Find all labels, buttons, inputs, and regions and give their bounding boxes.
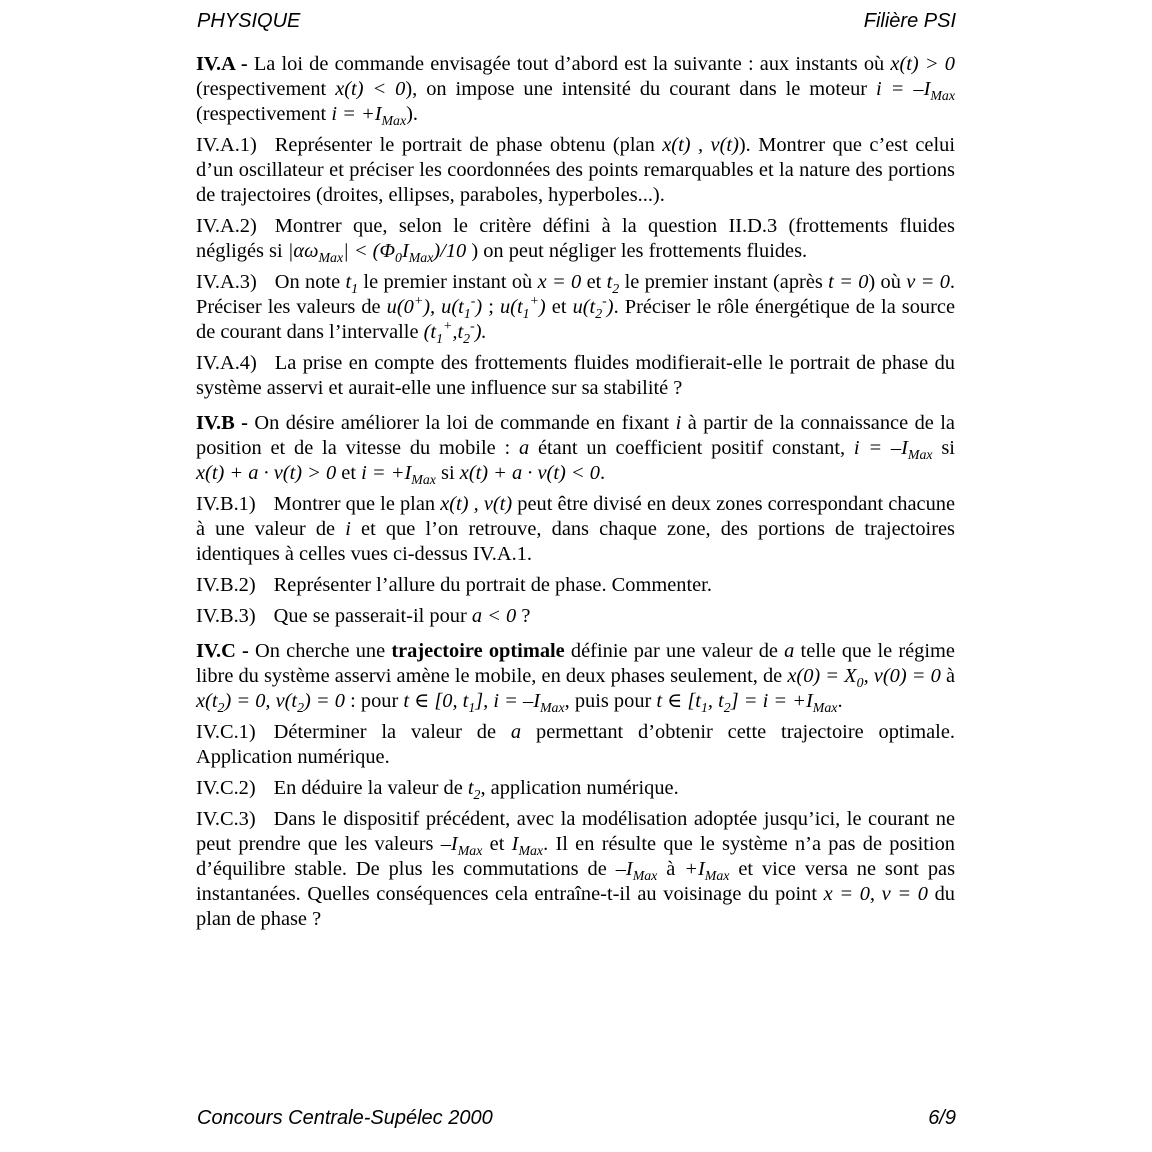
section-IVB: IV.B - On désire améliorer la loi de commande en fixant i à partir de la connaissance de la position et de la vitesse du mobile : a étant un coefficient positif constant, $i = -I_{Max}$ si x(t) + a · v(t) > 0 et $i = +I_{Max}$ si x(t) + a · v(t) < 0. <box>196 412 955 489</box>
question-IVA3: IV.A.3) On note $t_1$ le premier instant où x = 0 et $t_2$ le premier instant (après t = 0) où v = 0. Préciser les valeurs de u(0+), $u(t_1^-)$ ; $u(t_1^+)$ et $u(t_2^-)$. Préciser le rôle énergétique de la source de courant dans l’intervalle $(t_1^+,t_2^-)$. <box>196 271 956 348</box>
equation: $i = -I_{Max}$ <box>853 437 933 464</box>
equation: $x(t_2) = 0$, $v(t_2) = 0$ <box>196 690 345 717</box>
question-IVA1: IV.A.1) Représenter le portrait de phase obtenu (plan x(t) , v(t)). Montrer que c’est celui d’un oscillateur et préciser les coordonnées des points remarquables et la nature des portions de trajectoires (droites, ellipses, paraboles, hyperboles...). <box>196 134 955 206</box>
section-IVB-label: IV.B - <box>196 412 248 434</box>
equation: $-I_{Max}$ <box>440 833 483 860</box>
equation: a < 0 <box>471 605 517 627</box>
equation: x = 0, v = 0 <box>823 883 928 905</box>
equation: x = 0 <box>537 271 582 293</box>
equation: x(t) , v(t) <box>662 134 739 156</box>
question-IVB1: IV.B.1) Montrer que le plan x(t) , v(t) peut être divisé en deux zones correspondant chacune à une valeur de i et que l’on retrouve, dans chaque zone, des portions de trajectoires identiques à celles vues ci-dessus IV.A.1. <box>196 493 956 565</box>
equation: $t_1$ <box>345 271 359 298</box>
question-IVA2: IV.A.2) Montrer que, selon le critère défini à la question II.D.3 (frottements fluides négligés si $|\alpha\omega_{Max}| < (\Phi_0I_{Max})/10$ ) on peut négliger les frottements fluides. <box>196 215 955 267</box>
equation: x(t) + a · v(t) < 0 <box>459 462 600 484</box>
question-IVC1: IV.C.1) Déterminer la valeur de a permettant d’obtenir cette trajectoire optimale. Application numérique. <box>196 721 955 768</box>
equation: $(t_1^+,t_2^-)$. <box>423 319 487 348</box>
section-IVA: IV.A - La loi de commande envisagée tout d’abord est la suivante : aux instants où x(t) > 0 (respectivement x(t) < 0), on impose une intensité du courant dans le moteur $i = -I_{Max}$ (respectivement $i = +I_{Max}$). <box>196 53 955 130</box>
equation: t ∈ [0, $t_1$], $i = -I_{Max}$ <box>403 690 565 717</box>
header-track: Filière PSI <box>863 10 956 32</box>
question-IVA4: IV.A.4) La prise en compte des frottements fluides modifierait-elle le portrait de phase du système asservi et aurait-elle une influence sur sa stabilité ? <box>196 352 955 399</box>
equation: v = 0 <box>906 271 950 293</box>
footer-page-number: 6/9 <box>928 1107 956 1129</box>
document-body <box>196 52 955 938</box>
equation: $u(t_2^-)$ <box>572 294 614 323</box>
equation: $t_2$ <box>467 777 481 804</box>
equation: u(0+), $u(t_1^-)$ <box>386 294 483 323</box>
equation: $i = +I_{Max}$ <box>361 462 436 489</box>
section-IVC-label: IV.C - <box>196 640 249 662</box>
equation: t ∈ [$t_1$, $t_2] = i = +I_{Max}$ <box>656 690 838 717</box>
section-IVC: IV.C - On cherche une trajectoire optimale définie par une valeur de a telle que le régime libre du système asservi amène le mobile, en deux phases seulement, de $x(0) = X_0$, v(0) = 0 à $x(t_2) = 0$, $v(t_2) = 0$ : pour t ∈ [0, $t_1$], $i = -I_{Max}$, puis pour t ∈ [$t_1$, $t_2] = i = +I_{Max}$. <box>196 640 955 717</box>
key-term: trajectoire optimale <box>391 640 565 662</box>
equation: $-I_{Max}$ <box>615 858 658 885</box>
question-IVC2: IV.C.2) En déduire la valeur de $t_2$, application numérique. <box>196 777 679 804</box>
equation: $t_2$ <box>606 271 620 298</box>
equation: x(t) , v(t) <box>440 493 513 515</box>
equation: x(t) + a · v(t) > 0 <box>196 462 337 484</box>
equation: $I_{Max}$ <box>511 833 544 860</box>
equation: $i = +I_{Max}$ <box>331 103 407 130</box>
equation: t = 0 <box>828 271 869 293</box>
equation: $+I_{Max}$ <box>684 858 730 885</box>
question-IVC3: IV.C.3) Dans le dispositif précédent, avec la modélisation adoptée jusqu’ici, le courant ne peut prendre que les valeurs $-I_{Max}$ et $I_{Max}$. Il en résulte que le système n’a pas de position d’équilibre stable. De plus les commutations de $-I_{Max}$ à $+I_{Max}$ et vice versa ne sont pas instantanées. Quelles conséquences cela entraîne-t-il au voisinage du point x = 0, v = 0 du plan de phase ? <box>196 808 956 930</box>
section-IVA-label: IV.A - <box>196 53 248 75</box>
header-subject: PHYSIQUE <box>197 10 301 32</box>
footer-contest: Concours Centrale-Supélec 2000 <box>197 1107 493 1129</box>
question-IVB3: IV.B.3) Que se passerait-il pour a < 0 ? <box>196 605 531 627</box>
equation: $|\alpha\omega_{Max}| < (\Phi_0I_{Max})/10$ <box>287 240 467 267</box>
question-IVB2: IV.B.2) Représenter l’allure du portrait de phase. Commenter. <box>196 574 712 596</box>
equation: $x(0) = X_0$, v(0) = 0 <box>787 665 941 692</box>
equation: $i = -I_{Max}$ <box>876 78 955 105</box>
equation: $u(t_1^+)$ <box>499 294 546 323</box>
